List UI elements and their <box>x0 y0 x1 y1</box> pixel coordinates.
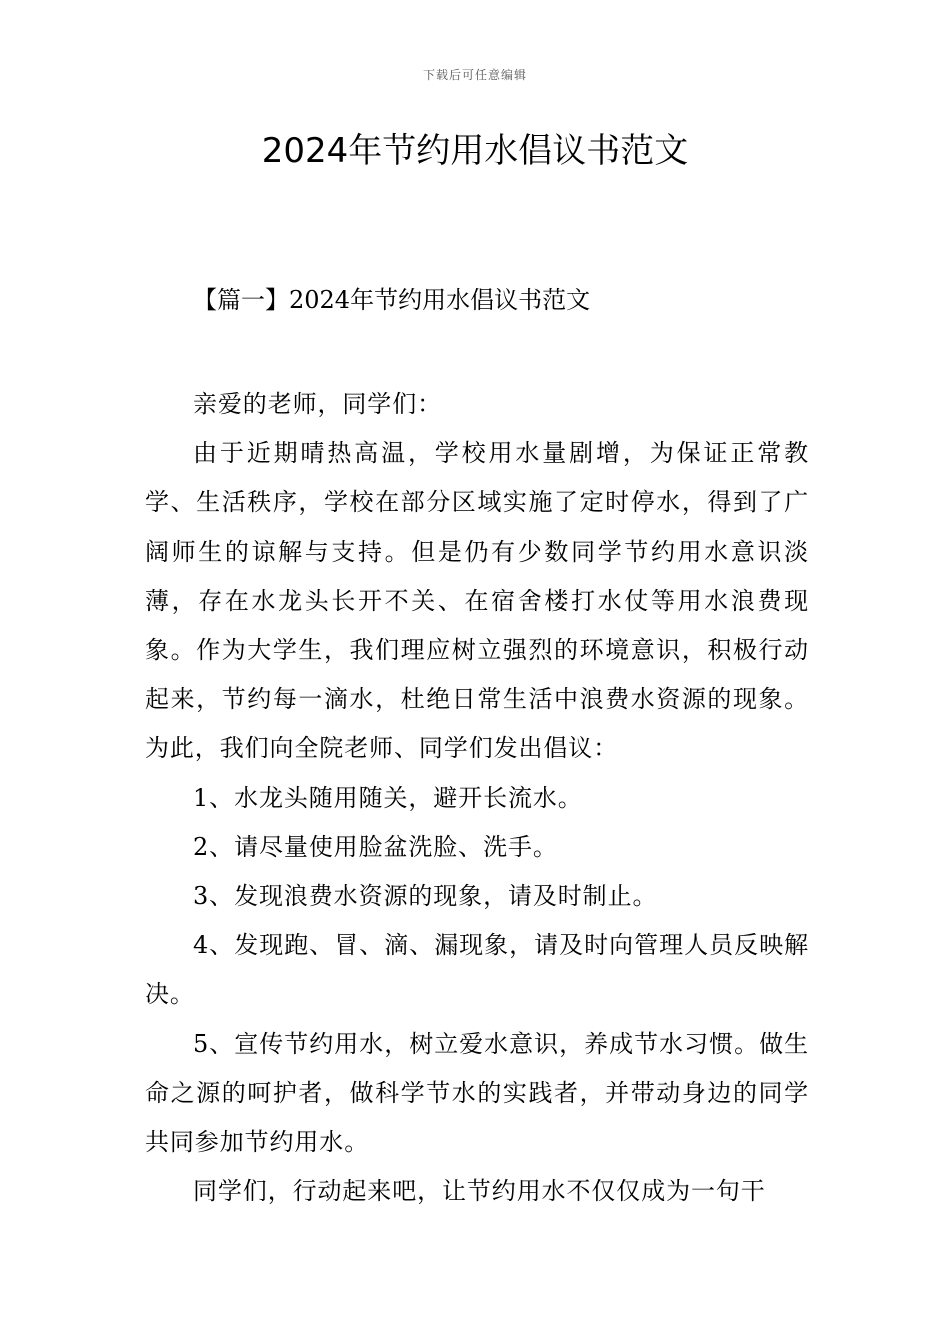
paragraph-closing: 同学们，行动起来吧，让节约用水不仅仅成为一句干 <box>193 1177 766 1206</box>
list-item-2: 2、请尽量使用脸盆洗脸、洗手。 <box>193 832 558 861</box>
paragraph-intro: 由于近期晴热高温，学校用水量剧增，为保证正常教学、生活秩序，学校在部分区域实施了定时停水，得到了广阔师生的谅解与支持。但是仍有少数同学节约用水意识淡薄，存在水龙头长开不关、在宿舍楼打水仗等用水浪费现象。作为大学生，我们理应树立强烈的环境意识，积极行动起来，节约每一滴水，杜绝日常生活中浪费水资源的现象。为此，我们向全院老师、同学们发出倡议： <box>145 439 809 763</box>
greeting-line: 亲爱的老师，同学们： <box>193 390 442 418</box>
list-item-3: 3、发现浪费水资源的现象，请及时制止。 <box>193 882 658 911</box>
list-item-4: 4、发现跑、冒、滴、漏现象，请及时向管理人员反映解决。 <box>145 931 809 1009</box>
document-body <box>145 380 809 1216</box>
list-item-5: 5、宣传节约用水，树立爱水意识，养成节水习惯。做生命之源的呵护者，做科学节水的实践者，并带动身边的同学共同参加节约用水。 <box>145 1029 809 1157</box>
section-heading: 【篇一】2024年节约用水倡议书范文 <box>193 286 591 314</box>
header-note: 下载后可任意编辑 <box>422 68 527 82</box>
list-item-1: 1、水龙头随用随关，避开长流水。 <box>193 783 583 812</box>
document-title: 2024年节约用水倡议书范文 <box>261 131 689 171</box>
